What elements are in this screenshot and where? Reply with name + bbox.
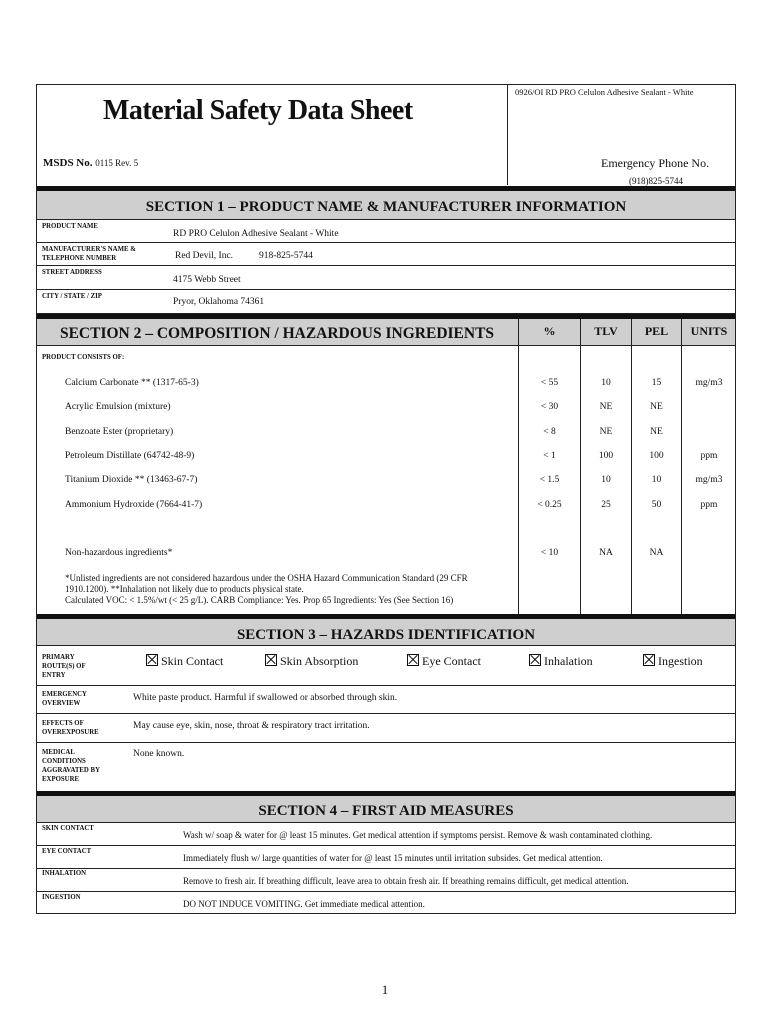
effects-overexposure-label: EFFECTS OF OVEREXPOSURE	[42, 720, 99, 736]
ingredient-pct: < 1	[543, 451, 556, 461]
checkbox-checked-icon	[407, 654, 419, 666]
route-ingestion	[643, 654, 703, 669]
ingredient-pel: 50	[651, 500, 662, 510]
street-address-value: 4175 Webb Street	[173, 275, 241, 285]
msds-value: 0115 Rev. 5	[95, 158, 139, 168]
msds-label: MSDS No.	[43, 157, 93, 169]
checkbox-checked-icon	[529, 654, 541, 666]
ingredient-units: ppm	[700, 500, 718, 510]
ingredient-name: Acrylic Emulsion (mixture)	[65, 402, 171, 412]
ingredient-tlv: NE	[599, 427, 613, 437]
manufacturer-label: MANUFACTURER'S NAME & TELEPHONE NUMBER	[42, 246, 136, 262]
city-state-zip-value: Pryor, Oklahoma 74361	[173, 297, 265, 307]
emergency-overview-label: EMERGENCY OVERVIEW	[42, 691, 87, 707]
ingredient-name: Ammonium Hydroxide (7664-41-7)	[65, 500, 203, 510]
route-label: Skin Absorption	[280, 654, 359, 668]
page-title: Material Safety Data Sheet	[103, 95, 413, 126]
product-name-value: RD PRO Celulon Adhesive Sealant - White	[173, 229, 339, 239]
ingredient-pel: NE	[650, 427, 663, 437]
ingredient-name: Non-hazardous ingredients*	[65, 548, 173, 558]
route-label: Skin Contact	[161, 654, 224, 668]
manufacturer-phone: 918-825-5744	[259, 251, 313, 261]
ingredient-pct: < 8	[543, 427, 556, 437]
ingredient-tlv: NA	[599, 548, 613, 558]
eye-contact-value: Immediately flush w/ large quantities of water for @ least 15 minutes until irritation subsides. Get medical attention.	[183, 853, 603, 863]
street-address-label: STREET ADDRESS	[42, 269, 102, 276]
eye-contact-label: EYE CONTACT	[42, 848, 92, 855]
section3-title: SECTION 3 – HAZARDS IDENTIFICATION	[236, 627, 536, 643]
checkbox-checked-icon	[146, 654, 158, 666]
col-pct: %	[543, 324, 556, 338]
col-pel: PEL	[644, 324, 669, 338]
ingredient-name: Benzoate Ester (proprietary)	[65, 427, 174, 437]
product-name-label: PRODUCT NAME	[42, 223, 98, 230]
inhalation-label: INHALATION	[42, 870, 87, 877]
ingredient-pct: < 10	[540, 548, 559, 558]
col-units: UNITS	[690, 324, 728, 338]
route-inhalation	[529, 654, 593, 669]
msds-sheet	[36, 84, 736, 914]
route-eye-contact	[407, 654, 481, 669]
routes-of-entry-label: PRIMARY ROUTE(S) OF ENTRY	[42, 654, 86, 679]
product-reference: 0926/OI RD PRO Celulon Adhesive Sealant - White	[515, 87, 694, 97]
ingredient-pel: 10	[651, 475, 662, 485]
ingredient-pel: 15	[651, 378, 662, 388]
footnote-line: 1910.1200). **Inhalation not likely due to products physical state.	[65, 584, 304, 594]
section4-title: SECTION 4 – FIRST AID MEASURES	[258, 803, 514, 819]
ingestion-label: INGESTION	[42, 894, 81, 901]
manufacturer-name: Red Devil, Inc.	[175, 251, 234, 261]
skin-contact-label: SKIN CONTACT	[42, 825, 94, 832]
skin-contact-value: Wash w/ soap & water for @ least 15 minutes. Get medical attention if symptoms persist. Remove & wash contaminated clothing.	[183, 830, 653, 840]
ingredient-pel: NE	[650, 402, 663, 412]
ingredient-pct: < 1.5	[539, 475, 560, 485]
col-tlv: TLV	[594, 324, 618, 338]
ingredient-pct: < 0.25	[537, 500, 562, 510]
medical-conditions-label: MEDICAL CONDITIONS AGGRAVATED BY EXPOSURE	[42, 749, 100, 783]
emergency-phone-number: (918)825-5744	[629, 176, 683, 186]
ingestion-value: DO NOT INDUCE VOMITING. Get immediate medical attention.	[183, 899, 425, 909]
msds-number-label	[43, 157, 138, 169]
ingredient-tlv: 10	[601, 378, 611, 388]
page-number: 1	[381, 982, 389, 997]
city-state-zip-label: CITY / STATE / ZIP	[42, 293, 102, 300]
checkbox-checked-icon	[643, 654, 655, 666]
ingredient-pel: 100	[649, 451, 664, 461]
footnote-line: Calculated VOC: < 1.5%/wt (< 25 g/L). CARB Compliance: Yes. Prop 65 Ingredients: Yes (See Section 16)	[65, 595, 454, 605]
footnote-line: *Unlisted ingredients are not considered hazardous under the OSHA Hazard Communication Standard (29 CFR	[65, 573, 468, 583]
emergency-overview-value: White paste product. Harmful if swallowed or absorbed through skin.	[133, 693, 398, 703]
section1-title: SECTION 1 – PRODUCT NAME & MANUFACTURER INFORMATION	[145, 199, 627, 215]
ingredient-pct: < 30	[540, 402, 559, 412]
section2-title: SECTION 2 – COMPOSITION / HAZARDOUS INGREDIENTS	[59, 325, 495, 342]
ingredient-units: ppm	[700, 451, 718, 461]
route-label: Inhalation	[544, 654, 593, 668]
ingredient-tlv: 25	[601, 500, 611, 510]
ingredient-pel: NA	[649, 548, 664, 558]
ingredient-units: mg/m3	[695, 475, 723, 485]
ingredient-name: Petroleum Distillate (64742-48-9)	[65, 451, 195, 461]
inhalation-value: Remove to fresh air. If breathing difficult, leave area to obtain fresh air. If breathing remains difficult, get medical attention.	[183, 876, 629, 886]
emergency-phone-label: Emergency Phone No.	[601, 156, 710, 170]
medical-conditions-value: None known.	[133, 749, 185, 759]
ingredient-name: Titanium Dioxide ** (13463-67-7)	[65, 475, 198, 485]
checkbox-checked-icon	[265, 654, 277, 666]
ingredient-tlv: 10	[601, 475, 611, 485]
ingredient-name: Calcium Carbonate ** (1317-65-3)	[65, 378, 199, 388]
ingredient-tlv: 100	[598, 451, 614, 461]
route-skin-absorption	[265, 654, 358, 669]
ingredient-tlv: NE	[599, 402, 613, 412]
route-label: Eye Contact	[422, 654, 481, 668]
footnotes	[65, 573, 525, 606]
route-label: Ingestion	[658, 654, 703, 668]
ingredient-units: mg/m3	[695, 378, 723, 388]
ingredient-pct: < 55	[540, 378, 559, 388]
route-skin-contact	[146, 654, 223, 669]
effects-overexposure-value: May cause eye, skin, nose, throat & respiratory tract irritation.	[133, 721, 370, 731]
product-consists-label: PRODUCT CONSISTS OF:	[42, 354, 125, 361]
